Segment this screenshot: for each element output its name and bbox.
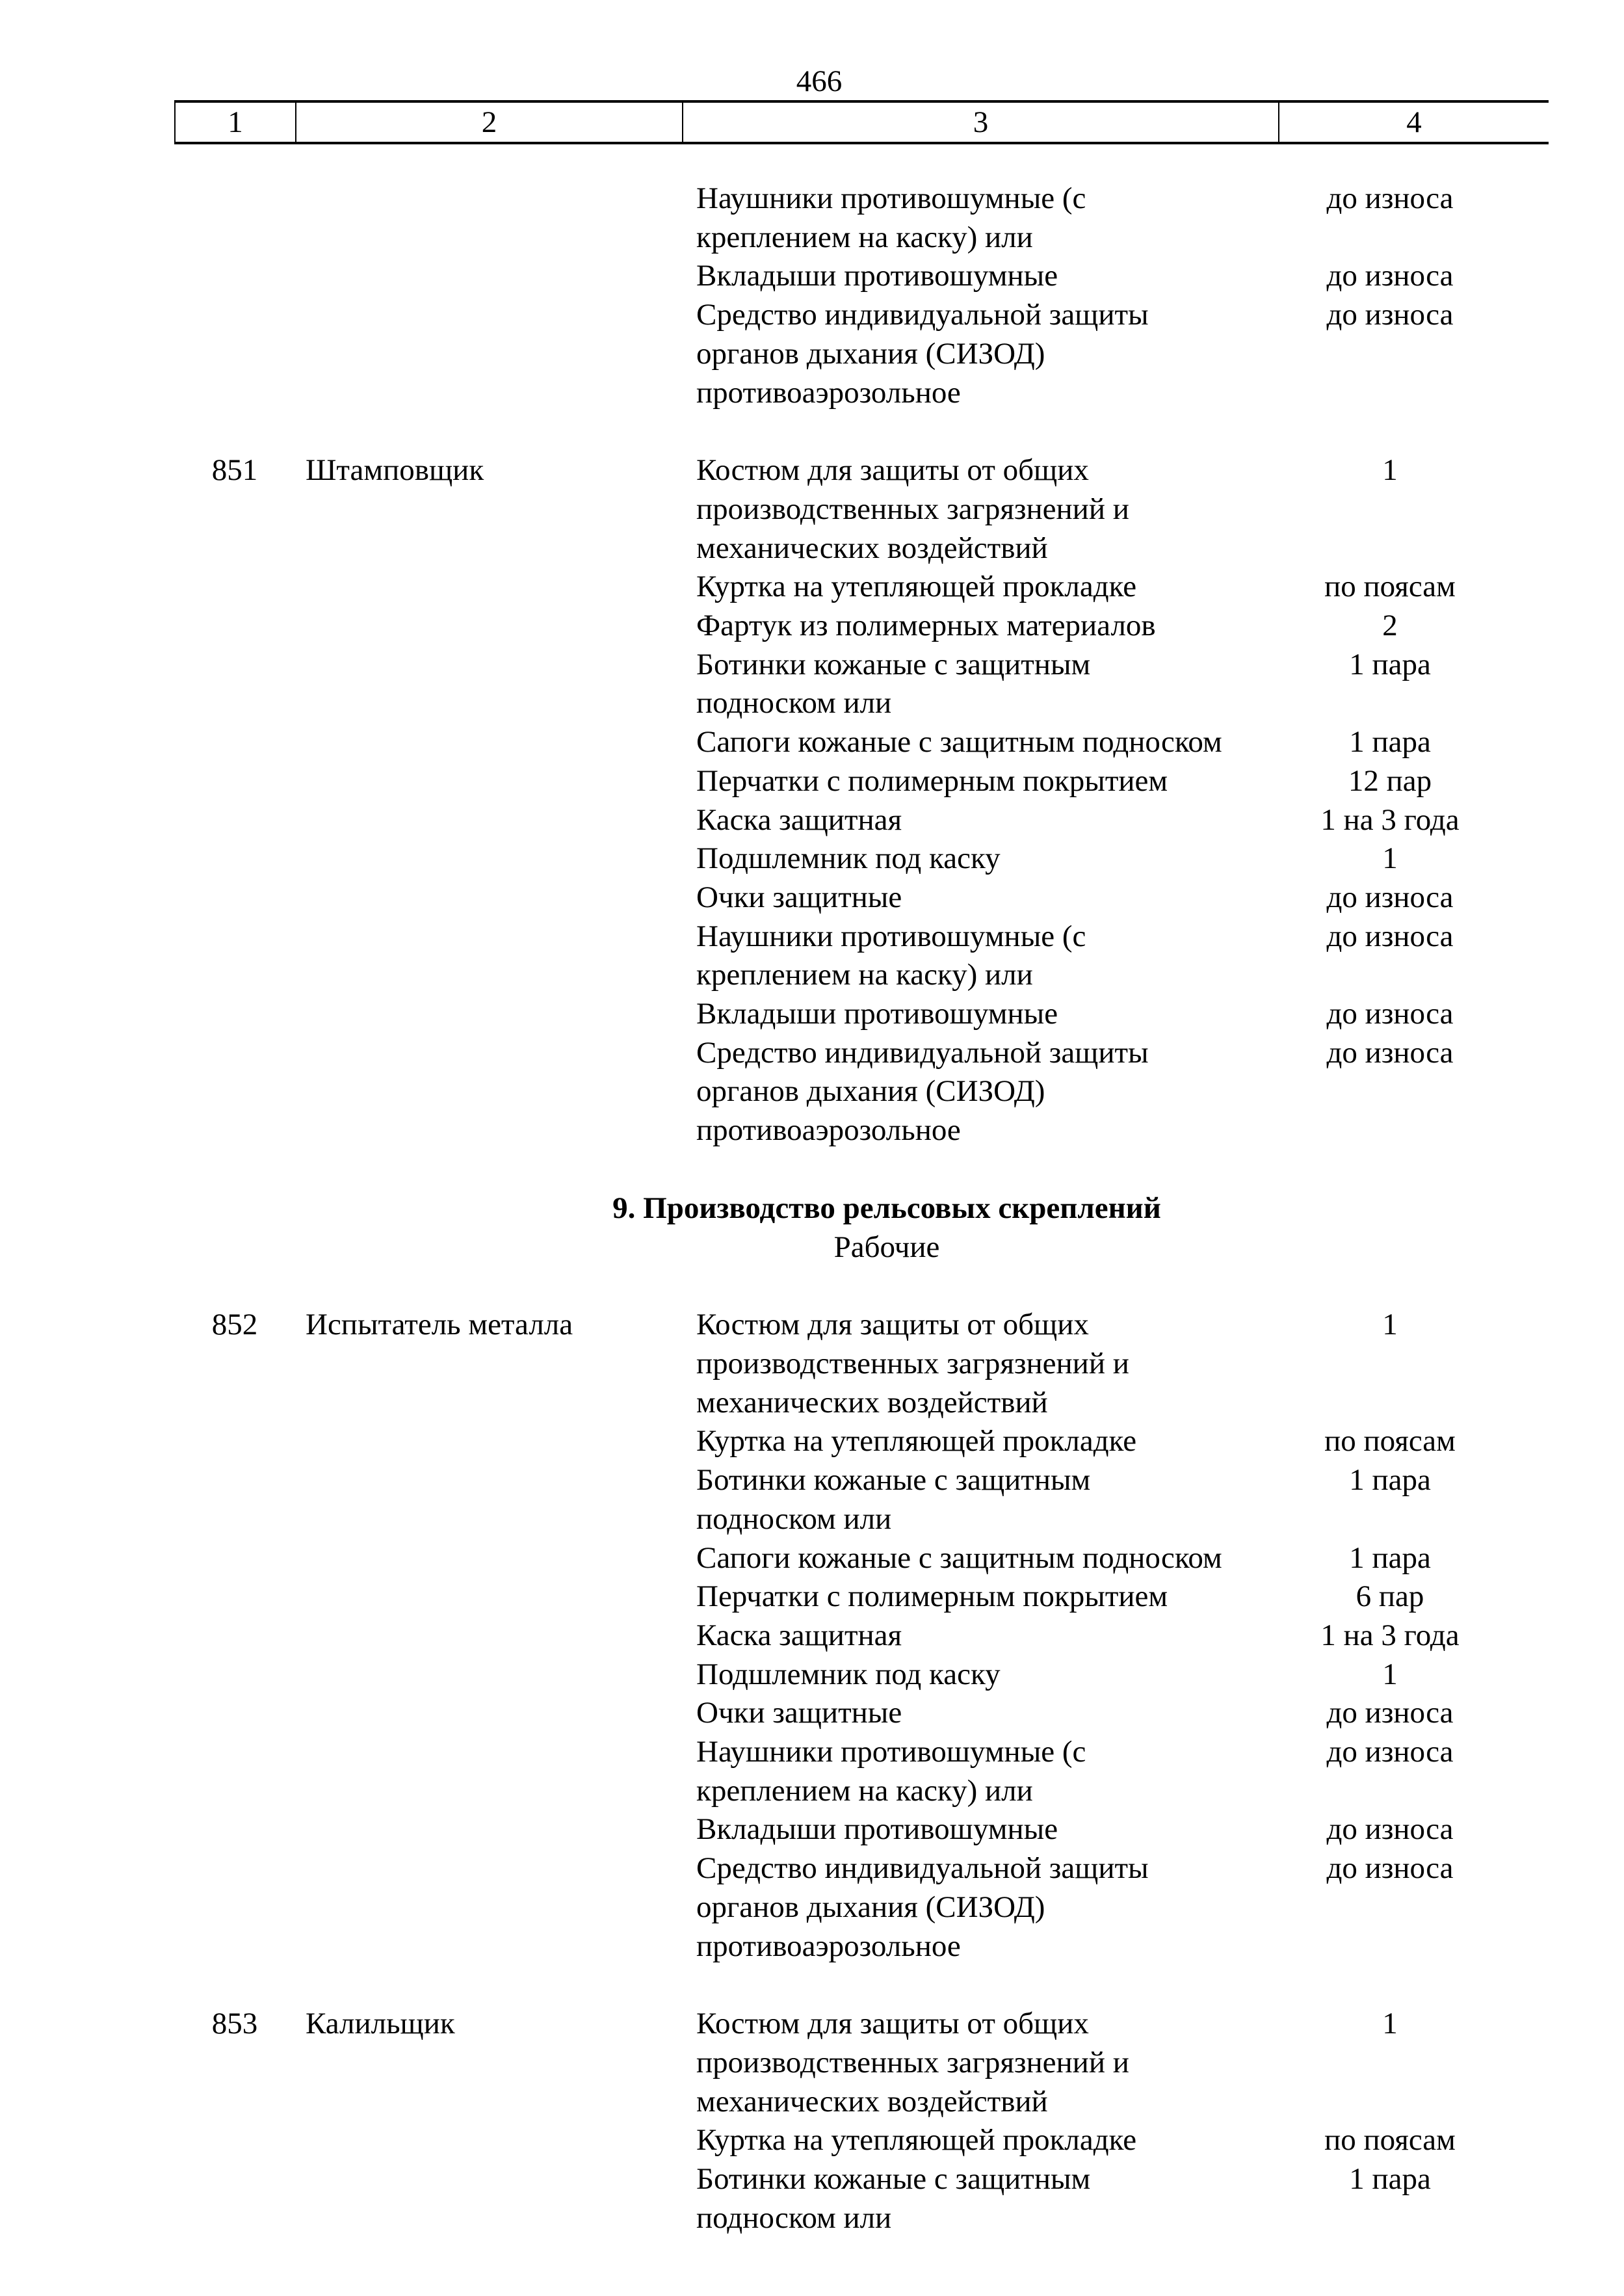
- ppe-name-line: Каска защитная: [696, 802, 902, 837]
- ppe-quantity: 1 пара: [1349, 647, 1431, 681]
- ppe-quantity: 1: [1382, 841, 1398, 876]
- ppe-quantity: до износа: [1326, 880, 1454, 914]
- ppe-item: [682, 296, 1547, 412]
- ppe-item: [682, 568, 1547, 607]
- ppe-quantity: 1 на 3 года: [1320, 802, 1460, 837]
- ppe-quantity: 1: [1382, 1308, 1398, 1342]
- ppe-quantity: 12 пар: [1348, 763, 1432, 798]
- ppe-item: [682, 1461, 1547, 1538]
- section-heading: [174, 1189, 1547, 1267]
- header-col-3: 3: [683, 103, 1279, 142]
- ppe-item: [682, 1849, 1547, 1966]
- ppe-item: [682, 801, 1547, 840]
- ppe-quantity: до износа: [1326, 1035, 1454, 1070]
- ppe-name-line: Куртка на утепляющей прокладке: [696, 570, 1137, 604]
- profession-name: Калильщик: [306, 2007, 455, 2041]
- ppe-quantity: по поясам: [1324, 1424, 1456, 1458]
- header-col-2: 2: [296, 103, 683, 142]
- page-number: 466: [796, 64, 843, 98]
- ppe-item: [682, 995, 1547, 1034]
- section-subtitle: Рабочие: [833, 1230, 940, 1264]
- ppe-name: [682, 646, 1278, 723]
- ppe-name: [682, 1656, 1278, 1695]
- ppe-name-line: Куртка на утепляющей прокладке: [696, 1424, 1137, 1458]
- ppe-name-line: подноском или: [696, 1501, 892, 1536]
- profession-name: Штамповщик: [306, 453, 484, 488]
- row-number: [174, 179, 295, 412]
- ppe-name-line: Костюм для защиты от общих: [696, 1308, 1089, 1342]
- ppe-name: [682, 1849, 1278, 1966]
- ppe-quantity: 1: [1382, 2007, 1398, 2041]
- ppe-name-line: Очки защитные: [696, 880, 902, 914]
- table-header: [174, 100, 1549, 144]
- row-number: 853: [211, 2007, 258, 2041]
- ppe-name-line: Каска защитная: [696, 1618, 902, 1652]
- ppe-quantity: 1 пара: [1349, 2162, 1431, 2197]
- ppe-item: [682, 762, 1547, 801]
- ppe-name: [682, 2160, 1278, 2237]
- ppe-name-line: подноском или: [696, 686, 892, 720]
- ppe-name-line: противоаэрозольное: [696, 375, 961, 410]
- ppe-name: [682, 1616, 1278, 1656]
- ppe-quantity: 1 пара: [1349, 1463, 1431, 1498]
- ppe-item: [682, 1422, 1547, 1461]
- ppe-item: [682, 607, 1547, 646]
- ppe-item: [682, 839, 1547, 878]
- ppe-name-line: органов дыхания (СИЗОД): [696, 1074, 1045, 1109]
- ppe-item: [682, 257, 1547, 296]
- ppe-name: [682, 1694, 1278, 1733]
- ppe-name: [682, 1306, 1278, 1422]
- ppe-name: [682, 995, 1278, 1034]
- ppe-quantity: до износа: [1326, 259, 1454, 293]
- ppe-quantity: до износа: [1326, 181, 1454, 215]
- ppe-name-line: Ботинки кожаные с защитным: [696, 647, 1091, 681]
- ppe-item: [682, 2005, 1547, 2121]
- ppe-item: [682, 1306, 1547, 1422]
- ppe-name: [682, 1461, 1278, 1538]
- ppe-name-line: Перчатки с полимерным покрытием: [696, 1579, 1168, 1614]
- ppe-name: [682, 723, 1278, 762]
- row-number: 852: [211, 1308, 258, 1342]
- table-row: [174, 179, 1547, 412]
- ppe-name-line: механических воздействий: [696, 2084, 1048, 2118]
- ppe-quantity: по поясам: [1324, 2123, 1456, 2157]
- row-number: 851: [211, 453, 258, 488]
- ppe-item: [682, 1577, 1547, 1616]
- ppe-name-line: Средство индивидуальной защиты: [696, 298, 1149, 332]
- ppe-item: [682, 179, 1547, 257]
- ppe-quantity: 1 на 3 года: [1320, 1618, 1460, 1652]
- ppe-quantity: до износа: [1326, 997, 1454, 1031]
- table-row: [174, 1306, 1547, 1966]
- ppe-name: [682, 839, 1278, 878]
- ppe-quantity: до износа: [1326, 298, 1454, 332]
- ppe-name-line: производственных загрязнений и: [696, 492, 1129, 526]
- profession-name: Испытатель металла: [306, 1308, 573, 1342]
- ppe-name: [682, 2121, 1278, 2160]
- ppe-name: [682, 257, 1278, 296]
- ppe-quantity: 1: [1382, 1657, 1398, 1691]
- ppe-name-line: механических воздействий: [696, 1385, 1048, 1419]
- ppe-name: [682, 801, 1278, 840]
- ppe-item: [682, 723, 1547, 762]
- ppe-name-line: противоаэрозольное: [696, 1929, 961, 1963]
- ppe-name-line: Подшлемник под каску: [696, 841, 1001, 876]
- ppe-quantity: до износа: [1326, 1735, 1454, 1769]
- ppe-item: [682, 1616, 1547, 1656]
- ppe-item: [682, 1733, 1547, 1810]
- ppe-quantity: 1: [1382, 453, 1398, 488]
- ppe-item: [682, 917, 1547, 995]
- ppe-name-line: Наушники противошумные (с: [696, 1735, 1086, 1769]
- ppe-name: [682, 878, 1278, 917]
- ppe-name-line: производственных загрязнений и: [696, 1346, 1129, 1380]
- ppe-quantity: до износа: [1326, 1851, 1454, 1886]
- ppe-name-line: механических воздействий: [696, 531, 1048, 565]
- ppe-name-line: Фартук из полимерных материалов: [696, 609, 1156, 643]
- ppe-item: [682, 1694, 1547, 1733]
- ppe-quantity: до износа: [1326, 1812, 1454, 1847]
- ppe-name-line: производственных загрязнений и: [696, 2045, 1129, 2079]
- ppe-name: [682, 1034, 1278, 1150]
- table-row: [174, 451, 1547, 1150]
- ppe-item: [682, 2160, 1547, 2237]
- ppe-name: [682, 1733, 1278, 1810]
- ppe-items: [682, 2005, 1547, 2237]
- ppe-name-line: креплением на каску) или: [696, 1773, 1033, 1808]
- ppe-name: [682, 1539, 1278, 1578]
- ppe-name-line: креплением на каску) или: [696, 220, 1033, 254]
- ppe-name-line: органов дыхания (СИЗОД): [696, 1890, 1045, 1924]
- profession-name: [295, 179, 682, 412]
- ppe-name-line: Средство индивидуальной защиты: [696, 1851, 1149, 1886]
- ppe-name-line: Вкладыши противошумные: [696, 259, 1058, 293]
- ppe-name-line: Сапоги кожаные с защитным подноском: [696, 1540, 1222, 1575]
- ppe-quantity: 1 пара: [1349, 725, 1431, 759]
- ppe-item: [682, 1656, 1547, 1695]
- ppe-item: [682, 1539, 1547, 1578]
- ppe-item: [682, 878, 1547, 917]
- ppe-name: [682, 296, 1278, 412]
- table-row: [174, 2005, 1547, 2237]
- ppe-name-line: противоаэрозольное: [696, 1113, 961, 1148]
- header-col-1: 1: [176, 103, 296, 142]
- ppe-name-line: Перчатки с полимерным покрытием: [696, 763, 1168, 798]
- table-body: [174, 179, 1547, 2276]
- ppe-name-line: Наушники противошумные (с: [696, 181, 1086, 215]
- ppe-name: [682, 762, 1278, 801]
- ppe-name-line: Вкладыши противошумные: [696, 1812, 1058, 1847]
- section-title: 9. Производство рельсовых скреплений: [612, 1191, 1161, 1225]
- ppe-item: [682, 646, 1547, 723]
- ppe-name-line: Костюм для защиты от общих: [696, 2007, 1089, 2041]
- ppe-quantity: 1 пара: [1349, 1540, 1431, 1575]
- header-col-4: 4: [1406, 105, 1422, 139]
- ppe-item: [682, 1810, 1547, 1849]
- ppe-name-line: креплением на каску) или: [696, 958, 1033, 992]
- ppe-name: [682, 451, 1278, 568]
- ppe-quantity: до износа: [1326, 919, 1454, 953]
- ppe-items: [682, 1306, 1547, 1966]
- ppe-item: [682, 1034, 1547, 1150]
- ppe-name-line: Ботинки кожаные с защитным: [696, 1463, 1091, 1498]
- ppe-name-line: Подшлемник под каску: [696, 1657, 1001, 1691]
- ppe-name-line: Костюм для защиты от общих: [696, 453, 1089, 488]
- ppe-name-line: Ботинки кожаные с защитным: [696, 2162, 1091, 2197]
- ppe-items: [682, 179, 1547, 412]
- ppe-items: [682, 451, 1547, 1150]
- ppe-name-line: Сапоги кожаные с защитным подноском: [696, 725, 1222, 759]
- ppe-name-line: Куртка на утепляющей прокладке: [696, 2123, 1137, 2157]
- ppe-name-line: Средство индивидуальной защиты: [696, 1035, 1149, 1070]
- ppe-name: [682, 1810, 1278, 1849]
- ppe-name: [682, 917, 1278, 995]
- ppe-name: [682, 179, 1278, 257]
- ppe-name: [682, 1422, 1278, 1461]
- ppe-quantity: 2: [1382, 609, 1398, 643]
- ppe-name: [682, 568, 1278, 607]
- ppe-name: [682, 607, 1278, 646]
- ppe-item: [682, 451, 1547, 568]
- ppe-quantity: до износа: [1326, 1696, 1454, 1730]
- ppe-name-line: подноском или: [696, 2200, 892, 2235]
- ppe-quantity: 6 пар: [1356, 1579, 1424, 1614]
- ppe-name-line: Вкладыши противошумные: [696, 997, 1058, 1031]
- ppe-quantity: по поясам: [1324, 570, 1456, 604]
- ppe-name-line: органов дыхания (СИЗОД): [696, 336, 1045, 371]
- ppe-name: [682, 1577, 1278, 1616]
- ppe-name-line: Очки защитные: [696, 1696, 902, 1730]
- ppe-name: [682, 2005, 1278, 2121]
- ppe-item: [682, 2121, 1547, 2160]
- ppe-name-line: Наушники противошумные (с: [696, 919, 1086, 953]
